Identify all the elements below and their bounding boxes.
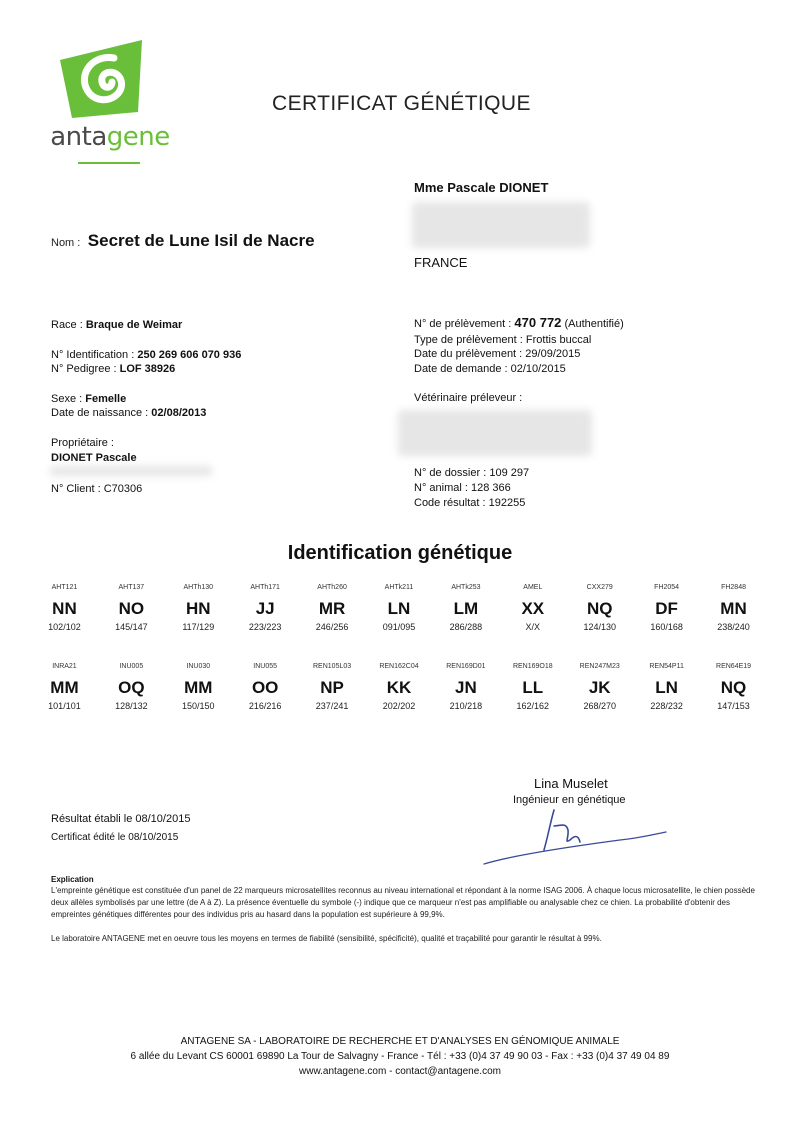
client-value: C70306 bbox=[103, 483, 143, 495]
sample-number-value: 470 772 bbox=[514, 315, 562, 330]
marker-genotype: LM bbox=[453, 599, 479, 618]
explanation-quality: Le laboratoire ANTAGENE met en oeuvre tous les moyens en termes de fiabilité (sensibilité, spécificité), qualité et traçabilité pour garantir le résultat à 99%. bbox=[51, 934, 602, 943]
marker-alleles: 210/218 bbox=[449, 701, 483, 711]
marker-cell bbox=[165, 584, 232, 632]
birth-row: Date de naissance : 02/08/2013 bbox=[51, 407, 207, 419]
sample-type-value: Frottis buccal bbox=[525, 334, 592, 346]
handwritten-signature bbox=[470, 800, 680, 870]
marker-genotype: MM bbox=[50, 678, 79, 697]
sample-number-note: (Authentifié) bbox=[564, 318, 624, 330]
redacted-vet bbox=[398, 410, 592, 456]
marker-name: FH2054 bbox=[654, 584, 680, 591]
marker-cell bbox=[165, 663, 232, 711]
dog-name-row bbox=[51, 231, 315, 251]
marker-genotype: JJ bbox=[255, 599, 275, 618]
marker-cell bbox=[566, 663, 633, 711]
marker-name: AHT121 bbox=[51, 584, 78, 591]
marker-cell bbox=[566, 584, 633, 632]
antagene-logo bbox=[50, 38, 170, 166]
footer-address: 6 allée du Levant CS 60001 69890 La Tour de Salvagny - France - Tél : +33 (0)4 37 49 90 03 - Fax : +33 (0)4 37 49 04 89 bbox=[130, 1051, 670, 1062]
marker-genotype: LN bbox=[655, 678, 678, 697]
marker-name: AMEL bbox=[523, 584, 543, 591]
marker-name: INRA21 bbox=[52, 663, 77, 670]
file-value: 109 297 bbox=[489, 467, 530, 479]
marker-name: REN169O18 bbox=[512, 663, 553, 670]
marker-genotype: NQ bbox=[720, 678, 747, 697]
owner-value: DIONET Pascale bbox=[51, 452, 137, 464]
certificate-edited: Certificat édité le 08/10/2015 bbox=[51, 832, 179, 843]
marker-alleles: 147/153 bbox=[717, 701, 750, 711]
marker-alleles: 117/129 bbox=[182, 622, 215, 632]
marker-cell bbox=[98, 584, 165, 632]
marker-alleles: 228/232 bbox=[650, 701, 683, 711]
marker-alleles: 238/240 bbox=[717, 622, 750, 632]
document-title: CERTIFICAT GÉNÉTIQUE bbox=[272, 92, 531, 115]
marker-genotype: MN bbox=[720, 599, 747, 618]
marker-name: AHTh260 bbox=[317, 584, 347, 591]
footer-company: ANTAGENE SA - LABORATOIRE DE RECHERCHE ET D'ANALYSES EN GÉNOMIQUE ANIMALE bbox=[180, 1036, 620, 1047]
marker-alleles: 223/223 bbox=[248, 622, 282, 632]
marker-name: AHTk253 bbox=[451, 584, 481, 591]
birth-value: 02/08/2013 bbox=[151, 407, 207, 419]
vet-label: Vétérinaire préleveur : bbox=[414, 392, 523, 404]
marker-alleles: 246/256 bbox=[315, 622, 349, 632]
marker-genotype: DF bbox=[655, 599, 678, 618]
marker-alleles: 162/162 bbox=[516, 701, 550, 711]
marker-name: AHTh171 bbox=[250, 584, 280, 591]
redacted-address bbox=[412, 202, 590, 248]
result-code-row: Code résultat : 192255 bbox=[414, 497, 526, 509]
marker-alleles: 202/202 bbox=[382, 701, 416, 711]
marker-alleles: 128/132 bbox=[115, 701, 148, 711]
marker-cell bbox=[700, 663, 767, 711]
marker-cell bbox=[299, 584, 366, 632]
race-value: Braque de Weimar bbox=[85, 319, 183, 331]
marker-genotype: MR bbox=[318, 599, 346, 618]
markers-table-row-2 bbox=[31, 663, 767, 711]
marker-cell bbox=[499, 663, 566, 711]
marker-name: CXX279 bbox=[586, 584, 613, 591]
marker-genotype: JK bbox=[588, 678, 611, 697]
logo-underline bbox=[78, 162, 140, 164]
result-established: Résultat établi le 08/10/2015 bbox=[51, 813, 191, 825]
explanation-text: L'empreinte génétique est constituée d'un panel de 22 marqueurs microsatellites reconnus au niveau international et répondant à la norme ISAG 2006. À chaque locus microsatellite, le chien possède deux allèles symbolisés par une lettre (de A à Z). La présence éventuelle du symbole (-) indique que ce marqueur n'est pas amplifiable ou analysable chez ce chien. La probabilité d'obtenir des empreintes génétiques différentes pour des individus pris au hasard dans la population est supérieure à 99,9%. bbox=[51, 886, 755, 919]
result-code-value: 192255 bbox=[488, 497, 526, 509]
signatory-name: Lina Muselet bbox=[534, 776, 608, 791]
marker-cell bbox=[366, 584, 433, 632]
marker-cell bbox=[633, 584, 700, 632]
marker-name: REN64E19 bbox=[716, 663, 752, 670]
marker-alleles: 102/102 bbox=[48, 622, 81, 632]
marker-cell bbox=[31, 584, 98, 632]
marker-cell bbox=[499, 584, 566, 632]
marker-cell bbox=[31, 663, 98, 711]
sex-value: Femelle bbox=[85, 393, 127, 405]
marker-genotype: NQ bbox=[586, 599, 613, 618]
marker-name: REN105L03 bbox=[313, 663, 352, 670]
marker-alleles: X/X bbox=[525, 622, 541, 632]
markers-table-row-1 bbox=[31, 584, 767, 632]
marker-genotype: HN bbox=[185, 599, 211, 618]
marker-alleles: 150/150 bbox=[181, 701, 215, 711]
signatory-role: Ingénieur en génétique bbox=[513, 794, 626, 806]
marker-name: AHTk211 bbox=[384, 584, 414, 591]
logo-mark-icon bbox=[50, 38, 170, 122]
logo-wordmark: antagene bbox=[50, 122, 170, 152]
file-row: N° de dossier : 109 297 bbox=[414, 467, 530, 479]
pedigree-row: N° Pedigree : LOF 38926 bbox=[51, 363, 176, 375]
marker-name: AHT137 bbox=[118, 584, 145, 591]
marker-alleles: 160/168 bbox=[650, 622, 683, 632]
sample-date-value: 29/09/2015 bbox=[525, 348, 581, 360]
identification-value: 250 269 606 070 936 bbox=[137, 349, 242, 361]
footer-contact: www.antagene.com - contact@antagene.com bbox=[299, 1066, 501, 1077]
owner-label: Propriétaire : bbox=[51, 437, 114, 449]
recipient-name: Mme Pascale DIONET bbox=[414, 180, 549, 195]
marker-cell bbox=[432, 663, 499, 711]
marker-cell bbox=[299, 663, 366, 711]
sample-type-row: Type de prélèvement : Frottis buccal bbox=[414, 334, 592, 346]
race-row: Race : Braque de Weimar bbox=[51, 319, 183, 331]
marker-name: REN162C04 bbox=[379, 663, 419, 670]
marker-genotype: XX bbox=[521, 599, 545, 618]
animal-value: 128 366 bbox=[470, 482, 511, 494]
marker-name: REN54P11 bbox=[649, 663, 684, 670]
marker-cell bbox=[432, 584, 499, 632]
marker-genotype: KK bbox=[386, 678, 412, 697]
marker-genotype: OO bbox=[251, 678, 279, 697]
marker-name: INU030 bbox=[186, 663, 211, 670]
marker-genotype: MM bbox=[184, 678, 213, 697]
marker-genotype: LL bbox=[522, 678, 544, 697]
client-row: N° Client : C70306 bbox=[51, 483, 143, 495]
marker-genotype: NP bbox=[320, 678, 344, 697]
marker-cell bbox=[98, 663, 165, 711]
marker-name: REN169D01 bbox=[446, 663, 486, 670]
section-title: Identification génétique bbox=[287, 542, 513, 564]
marker-name: REN247M23 bbox=[579, 663, 620, 670]
marker-genotype: NN bbox=[52, 599, 77, 618]
marker-name: INU055 bbox=[253, 663, 278, 670]
marker-genotype: JN bbox=[455, 678, 477, 697]
marker-genotype: LN bbox=[387, 599, 411, 618]
marker-cell bbox=[232, 663, 299, 711]
dog-name-label: Nom : bbox=[51, 237, 81, 249]
marker-cell bbox=[232, 584, 299, 632]
marker-alleles: 124/130 bbox=[583, 622, 616, 632]
marker-name: FH2848 bbox=[721, 584, 746, 591]
explanation-title: Explication bbox=[51, 875, 94, 884]
animal-row: N° animal : 128 366 bbox=[414, 482, 511, 494]
marker-cell bbox=[633, 663, 700, 711]
recipient-country: FRANCE bbox=[414, 255, 468, 270]
request-date-row: Date de demande : 02/10/2015 bbox=[414, 363, 566, 375]
dog-name: Secret de Lune Isil de Nacre bbox=[87, 231, 315, 250]
redacted-owner-address bbox=[50, 466, 212, 476]
sample-number-row: N° de prélèvement : 470 772 (Authentifié) bbox=[414, 315, 624, 330]
marker-alleles: 237/241 bbox=[315, 701, 349, 711]
identification-row: N° Identification : 250 269 606 070 936 bbox=[51, 349, 242, 361]
sample-date-row: Date du prélèvement : 29/09/2015 bbox=[414, 348, 581, 360]
marker-name: AHTh130 bbox=[183, 584, 214, 591]
marker-genotype: OQ bbox=[118, 678, 145, 697]
marker-cell bbox=[366, 663, 433, 711]
marker-cell bbox=[700, 584, 767, 632]
marker-alleles: 216/216 bbox=[248, 701, 282, 711]
marker-alleles: 286/288 bbox=[449, 622, 483, 632]
sex-row: Sexe : Femelle bbox=[51, 393, 127, 405]
marker-genotype: NO bbox=[118, 599, 145, 618]
marker-alleles: 101/101 bbox=[48, 701, 81, 711]
marker-alleles: 145/147 bbox=[115, 622, 148, 632]
pedigree-value: LOF 38926 bbox=[119, 363, 176, 375]
marker-alleles: 091/095 bbox=[382, 622, 416, 632]
marker-name: INU005 bbox=[119, 663, 144, 670]
marker-alleles: 268/270 bbox=[583, 701, 616, 711]
request-date-value: 02/10/2015 bbox=[510, 363, 566, 375]
